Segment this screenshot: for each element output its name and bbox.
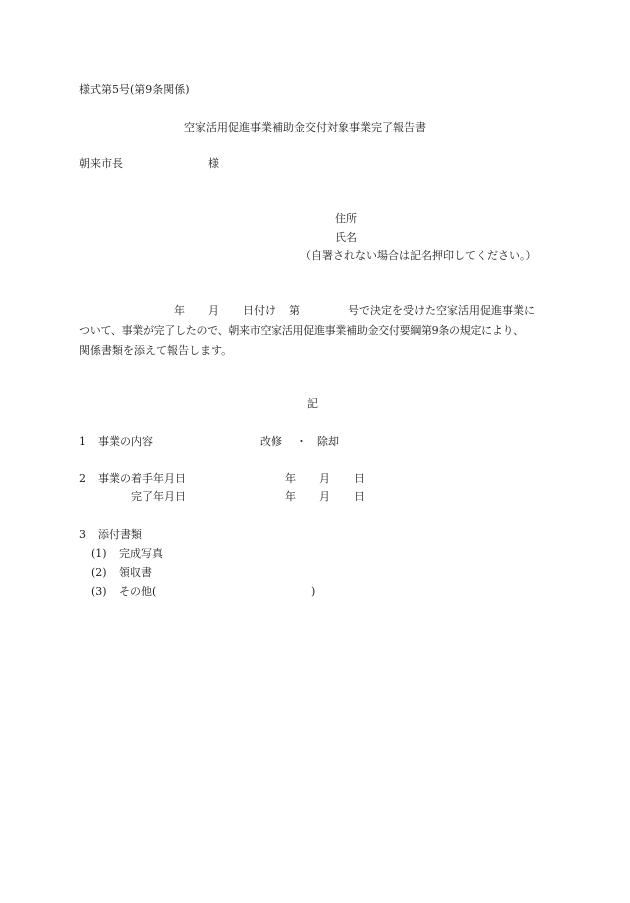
body-number-prefix: 第 [289,304,300,317]
item1-option-removal: 除却 [317,435,339,448]
item2-start-label: 事業の着手年月日 [98,472,186,485]
item3-label: 添付書類 [98,528,142,541]
item2-end-month: 月 [319,490,330,503]
ki-heading: 記 [307,397,318,410]
item2-end-day: 日 [354,490,365,503]
item1-separator: ・ [296,435,307,448]
item1-label: 事業の内容 [98,435,153,448]
item2-start-day: 日 [354,472,365,485]
body-line-1 [79,305,553,325]
item3-sub1-number: (1) [91,547,107,560]
form-number: 様式第5号(第9条関係) [79,83,190,96]
item3-sub1-text: 完成写真 [119,547,163,560]
name-label: 氏名 [335,231,357,244]
item3-number: 3 [79,528,86,541]
addressee-honorific: 様 [208,157,219,170]
item1-number: 1 [79,435,86,448]
item3-sub3-number: (3) [91,585,107,598]
item3-sub3-text: その他( [119,585,157,598]
body-line-3-text: 関係書類を添えて報告します。 [79,344,233,357]
body-year: 年 [174,304,185,317]
document-title: 空家活用促進事業補助金交付対象事業完了報告書 [184,121,426,134]
signature-note: （自署されない場合は記名押印してください。） [300,249,537,262]
item3-sub2-number: (2) [91,566,107,579]
report-body [79,305,553,365]
body-line-1-tail: 号で決定を受けた空家活用促進事業に [348,304,535,317]
body-line-3 [79,345,553,365]
item1-option-renovation: 改修 [260,435,282,448]
body-line-2 [79,325,553,345]
address-label: 住所 [335,212,357,225]
addressee-name: 朝来市長 [79,157,123,170]
item2-start-year: 年 [285,472,296,485]
body-month: 月 [208,304,219,317]
item2-end-year: 年 [285,490,296,503]
item3-sub2-text: 領収書 [119,566,152,579]
item2-number: 2 [79,472,86,485]
item3-sub3-close-paren: ) [311,585,316,598]
item2-end-label: 完了年月日 [131,490,186,503]
body-date-suffix: 日付け [243,304,276,317]
item2-start-month: 月 [319,472,330,485]
body-line-2-text: ついて、事業が完了したので、朝来市空家活用促進事業補助金交付要綱第9条の規定により、 [79,324,524,337]
